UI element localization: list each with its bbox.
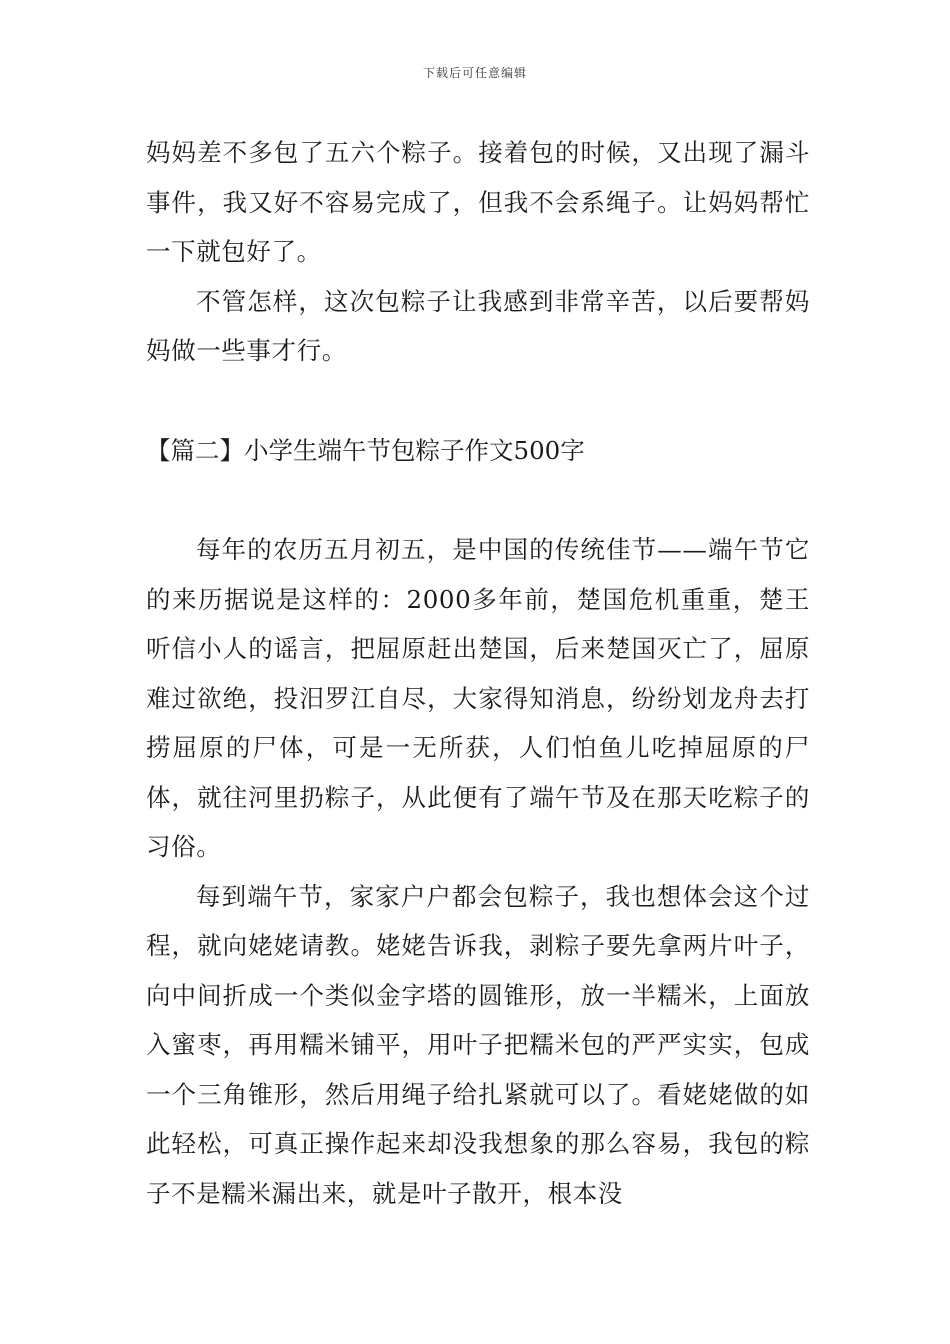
document-body [146, 128, 810, 1218]
paragraph: 每到端午节，家家户户都会包粽子，我也想体会这个过程，就向姥姥请教。姥姥告诉我，剥粽子要先拿两片叶子，向中间折成一个类似金字塔的圆锥形，放一半糯米，上面放入蜜枣，再用糯米铺平，用叶子把糯米包的严严实实，包成一个三角锥形，然后用绳子给扎紧就可以了。看姥姥做的如此轻松，可真正操作起来却没我想象的那么容易，我包的粽子不是糯米漏出来，就是叶子散开，根本没 [146, 881, 810, 1208]
paragraph: 每年的农历五月初五，是中国的传统佳节——端午节它的来历据说是这样的：2000多年前，楚国危机重重，楚王听信小人的谣言，把屈原赶出楚国，后来楚国灭亡了，屈原难过欲绝，投汨罗江自尽，大家得知消息，纷纷划龙舟去打捞屈原的尸体，可是一无所获，人们怕鱼儿吃掉屈原的尸体，就往河里扔粽子，从此便有了端午节及在那天吃粽子的习俗。 [146, 535, 810, 861]
paragraph: 不管怎样，这次包粽子让我感到非常辛苦，以后要帮妈妈做一些事才行。 [146, 286, 810, 365]
section-title: 【篇二】小学生端午节包粽子作文500字 [146, 435, 585, 465]
page-header: 下载后可任意编辑 [422, 66, 527, 80]
paragraph: 妈妈差不多包了五六个粽子。接着包的时候，又出现了漏斗事件，我又好不容易完成了，但我不会系绳子。让妈妈帮忙一下就包好了。 [146, 138, 810, 266]
